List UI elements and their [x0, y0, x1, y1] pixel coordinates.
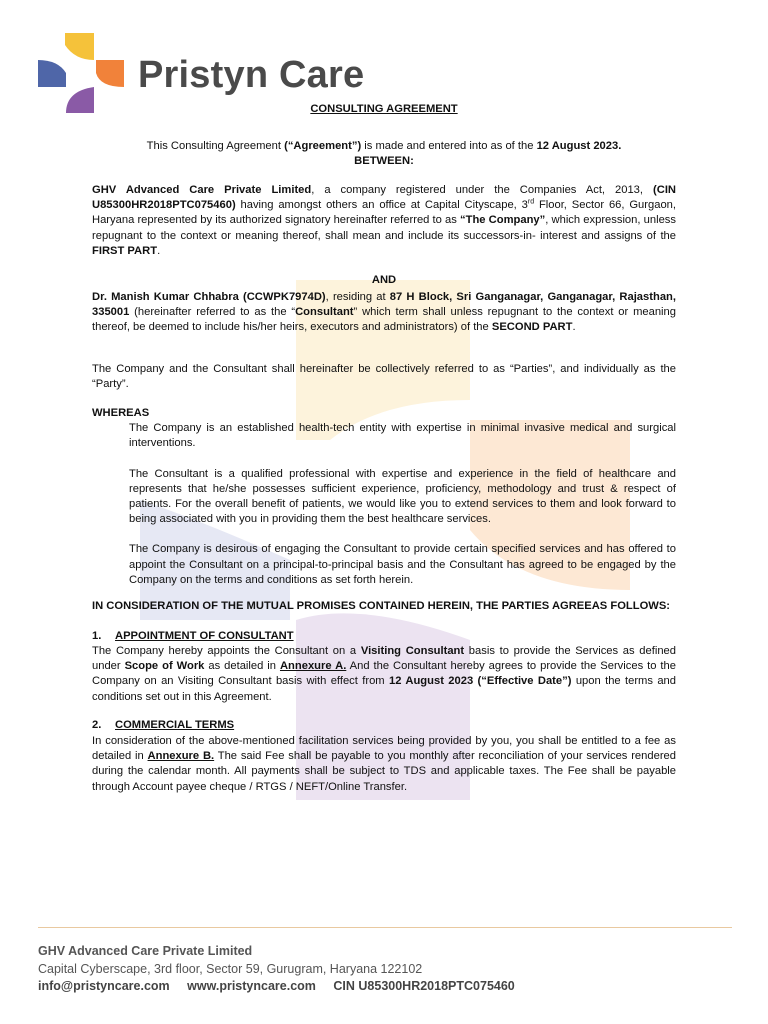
and-label: AND [371, 274, 397, 286]
consideration-heading: IN CONSIDERATION OF THE MUTUAL PROMISES CONTAINED HEREIN, THE PARTIES AGREEAS FOLLOWS: [92, 600, 671, 612]
whereas-clause-1: The Company is an established health-tech entity with expertise in minimal invasive medical and surgical interventions. [129, 422, 676, 450]
whereas-label: WHEREAS [92, 407, 150, 419]
pristyn-care-logo-icon [38, 33, 124, 113]
brand-name: Pristyn Care [138, 54, 365, 96]
document-title: CONSULTING AGREEMENT [310, 103, 458, 115]
footer-email-link[interactable]: info@pristyncare.com [38, 979, 170, 993]
section-appointment: 1. APPOINTMENT OF CONSULTANT [92, 630, 294, 642]
footer-address: Capital Cyberscape, 3rd floor, Sector 59, Gurugram, Haryana 122102 [38, 962, 423, 976]
whereas-clause-3: The Company is desirous of engaging the Consultant to provide certain specified services and has offered to appoint the Consultant on a principal-to-principal basis and the Consultant has agreed to be engaged by the Company on the terms and conditions as set forth herein. [129, 543, 676, 586]
intro-paragraph: This Consulting Agreement (“Agreement”) is made and entered into as of the 12 August 2023. BETWEEN: [146, 140, 622, 168]
footer-cin: CIN U85300HR2018PTC075460 [333, 979, 515, 993]
section-1-title: APPOINTMENT OF CONSULTANT [115, 630, 294, 642]
footer-contact [38, 979, 529, 993]
second-party-paragraph: Dr. Manish Kumar Chhabra (CCWPK7974D), residing at 87 H Block, Sri Ganganagar, Ganganagar, Rajasthan, 335001 (hereinafter referred to as the “Consultant” which term shall unless repugnant to the context or meaning thereof, be deemed to include his/her heirs, executors and administrators) of the SECOND PART. [92, 291, 676, 334]
whereas-clause-2: The Consultant is a qualified professional with expertise and experience in the field of healthcare and represents that he/she possesses sufficient experience, proficiency, methodology and trust & respect of patients. For the overall benefit of patients, we would like you to extend services to them and look forward to being associated with you in providing them the best healthcare services. [129, 467, 676, 526]
footer-divider [38, 927, 732, 928]
section-1-body: The Company hereby appoints the Consultant on a Visiting Consultant basis to provide the Services as defined under Scope of Work as detailed in Annexure A. And the Consultant hereby agrees to provide the Services to the Company on an Visiting Consultant basis with effect from 12 August 2023 (“Effective Date”) upon the terms and conditions set out in this Agreement. [92, 645, 677, 703]
section-2-title: COMMERCIAL TERMS [115, 719, 235, 731]
footer-website-link[interactable]: www.pristyncare.com [187, 979, 316, 993]
footer-company: GHV Advanced Care Private Limited [38, 944, 253, 958]
section-2-body: In consideration of the above-mentioned facilitation services being provided by you, you shall be entitled to a fee as detailed in Annexure B. The said Fee shall be payable to you monthly after reconciliation of your services rendered during the calendar month. All payments shall be subject to TDS and applicable taxes. The Fee shall be payable through Account payee cheque / RTGS / NEFT/Online Transfer. [92, 735, 676, 793]
first-party-paragraph: GHV Advanced Care Private Limited, a company registered under the Companies Act, 2013, (CIN U85300HR2018PTC075460) having amongst others an office at Capital Cityscape, 3rd Floor, Sector 66, Gurgaon, Haryana represented by its authorized signatory hereinafter referred to as “The Company”, which expression, unless repugnant to the context or meaning thereof, shall mean and include its successors-in- interest and assigns of the FIRST PART. [92, 184, 677, 257]
whereas-section [92, 406, 676, 588]
parties-paragraph: The Company and the Consultant shall hereinafter be collectively referred to as “Parties”, and individually as the “Party”. [92, 363, 676, 391]
section-commercial-terms: 2. COMMERCIAL TERMS [92, 719, 235, 731]
